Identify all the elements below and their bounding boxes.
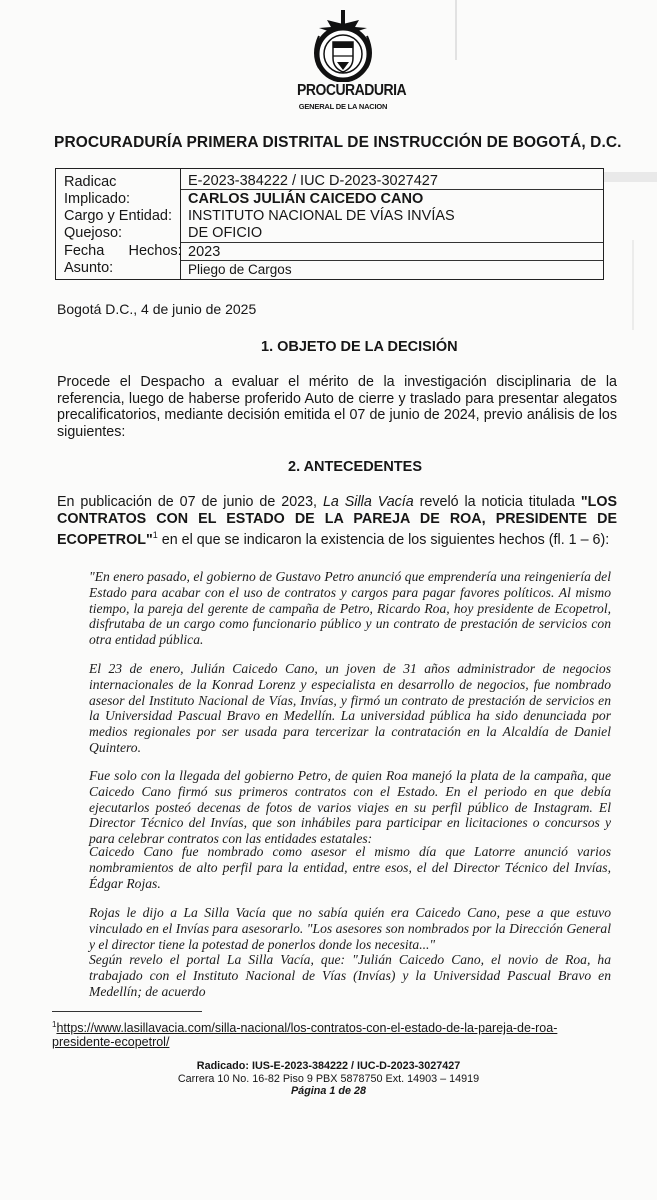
- section2-heading: 2. ANTECEDENTES: [288, 459, 423, 475]
- section2-intro: [57, 494, 617, 548]
- intro-text: reveló la noticia titulada: [413, 494, 581, 510]
- row-divider: [181, 189, 603, 190]
- value-cargo-entidad: INSTITUTO NACIONAL DE VÍAS INVÍAS: [188, 208, 455, 224]
- label-cargo-entidad: Cargo y Entidad:: [64, 208, 173, 224]
- quote-paragraph-2: El 23 de enero, Julián Caicedo Cano, un joven de 31 años administrador de negocios internacionales de la Konrad Lorenz y especialista en desarrollo de negocios, fue nombrado asesor del Instituto Nacional de Vías, Invías, y firmó un contrato de prestación de servicios en la Universidad Pascual Bravo en Medellín. La universidad pública ha sido denunciada por medios regionales por ser usada para tercerizar la contratación en la Alcaldía de Daniel Quintero.: [89, 661, 611, 755]
- scan-artifact: [632, 240, 634, 330]
- procuraduria-logo: [297, 10, 407, 122]
- office-title: PROCURADURÍA PRIMERA DISTRITAL DE INSTRUCCIÓN DE BOGOTÁ, D.C.: [54, 134, 622, 151]
- page-footer: [0, 1060, 657, 1098]
- value-quejoso: DE OFICIO: [188, 225, 263, 241]
- section1-paragraph: Procede el Despacho a evaluar el mérito de la investigación disciplinaria de la referencia, luego de haberse proferido Auto de cierre y traslado para presentar alegatos precalificatorios, mediante decisión emitida el 07 de junio de 2024, previo análisis de los siguientes:: [57, 374, 617, 440]
- footer-page-number: Página 1 de 28: [290, 1085, 366, 1097]
- footnote: [52, 1018, 592, 1049]
- intro-text: en el que se indicaron la existencia de los siguientes hechos (fl. 1 – 6):: [157, 531, 610, 548]
- value-implicado: CARLOS JULIÁN CAICEDO CANO: [188, 191, 424, 207]
- intro-article-title: "LOS CONTRATOS CON EL ESTADO DE LA PAREJA DE ROA, PRESIDENTE DE ECOPETROL": [57, 494, 617, 548]
- logo-subtitle: GENERAL DE LA NACION: [298, 102, 388, 111]
- intro-text: En publicación de 07 de junio de 2023,: [57, 494, 323, 510]
- logo-title: PROCURADURIA: [297, 79, 407, 99]
- value-asunto: Pliego de Cargos: [188, 262, 292, 277]
- section1-heading: 1. OBJETO DE LA DECISIÓN: [261, 339, 458, 355]
- value-radicado: E-2023-384222 / IUC D-2023-3027427: [188, 173, 438, 189]
- quote-paragraph-3: Fue solo con la llegada del gobierno Petro, de quien Roa manejó la plata de la campaña, que Caicedo Cano firmó sus primeros contratos con el Estado. En el periodo en que debía ejecutarlos posteó decenas de fotos de varios viajes en su perfil público de Instagram. El Director Técnico del Invías, que son inhábiles para participar en licitaciones o concursos y para celebrar contratos con las entidades estatales:: [89, 768, 611, 847]
- quote-paragraph-5: Rojas le dijo a La Silla Vacía que no sabía quién era Caicedo Cano, pese a que estuvo vinculado en el Invías para asesorarlo. "Los asesores son nombrados por la Dirección General y el director tiene la potestad de ponerlos donde los necesita...": [89, 905, 611, 952]
- scan-artifact: [455, 0, 457, 60]
- label-radicado: Radicac: [64, 174, 117, 190]
- label-implicado: Implicado:: [64, 191, 131, 207]
- value-fecha-hechos: 2023: [188, 244, 221, 260]
- footnote-divider: [52, 1011, 202, 1012]
- case-info-table: [55, 168, 604, 280]
- scan-artifact: [604, 172, 657, 182]
- footnote-number: 1: [52, 1020, 57, 1029]
- row-divider: [181, 260, 603, 261]
- quote-paragraph-4: Caicedo Cano fue nombrado como asesor el mismo día que Latorre anunció varios nombramientos de alto perfil para la entidad, entre esos, el del Director Técnico del Invías, Édgar Rojas.: [89, 844, 611, 891]
- labels-column: [56, 169, 181, 279]
- label-quejoso: Quejoso:: [64, 225, 123, 241]
- label-asunto: Asunto:: [64, 260, 114, 276]
- quote-paragraph-1: "En enero pasado, el gobierno de Gustavo Petro anunció que emprendería una reingeniería del Estado para acabar con el uso de contratos y cargos para pagar favores políticos. Al mismo tiempo, la pareja del gerente de campaña de Petro, Ricardo Roa, hoy presidente de Ecopetrol, disfrutaba de un cargo como funcionario público y un contrato de prestación de servicios con otra entidad pública.: [89, 569, 611, 648]
- label-fecha-hechos: Fecha Hechos:: [64, 243, 182, 259]
- footer-radicado: Radicado: IUS-E-2023-384222 / IUC-D-2023-3027427: [196, 1060, 461, 1072]
- row-divider: [181, 242, 603, 243]
- intro-source: La Silla Vacía: [322, 494, 414, 510]
- footnote-link[interactable]: https://www.lasillavacia.com/silla-nacional/los-contratos-con-el-estado-de-la-pareja-de-roa-presidente-ecopetrol/: [52, 1021, 558, 1050]
- coat-of-arms-icon: [297, 10, 389, 82]
- footer-address: Carrera 10 No. 16-82 Piso 9 PBX 5878750 Ext. 14903 – 14919: [177, 1072, 480, 1085]
- date-place: Bogotá D.C., 4 de junio de 2025: [57, 301, 257, 317]
- footnote-ref: 1: [152, 530, 158, 540]
- quote-paragraph-6: Según revelo el portal La Silla Vacía, que: "Julián Caicedo Cano, el novio de Roa, ha trabajado con el Instituto Nacional de Vías (Invías) y la Universidad Pascual Bravo en Medellín; de acuerdo: [89, 952, 611, 999]
- values-column: [181, 169, 603, 279]
